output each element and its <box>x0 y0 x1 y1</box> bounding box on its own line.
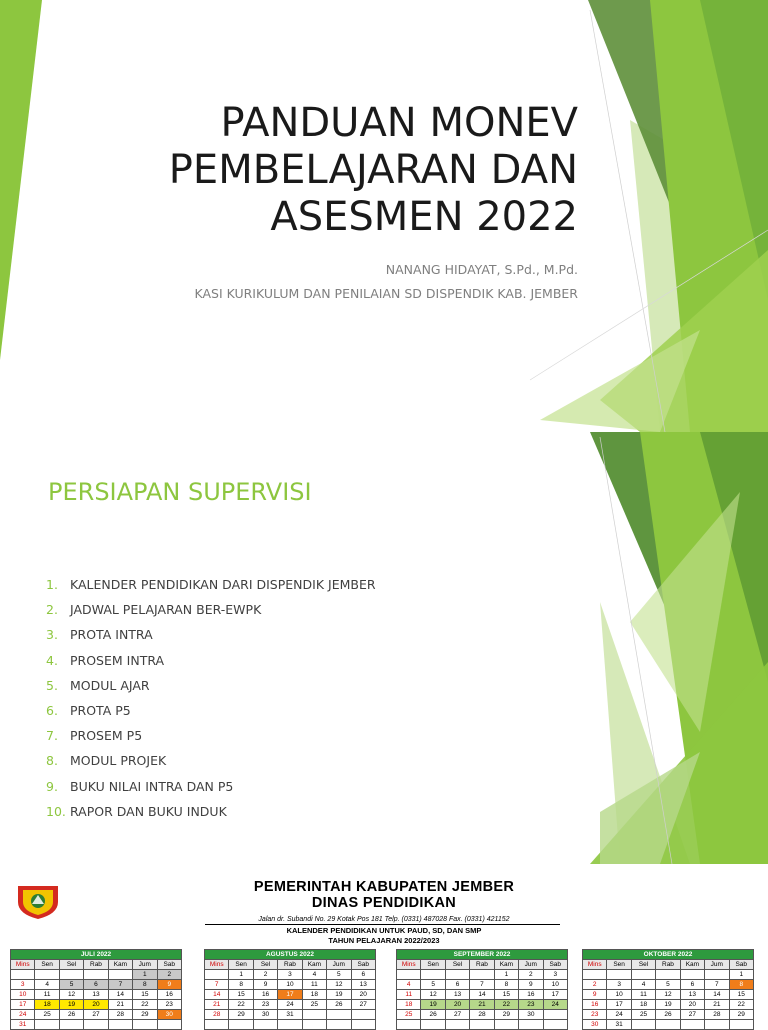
date-cell: 29 <box>494 1010 518 1020</box>
date-cell: 20 <box>680 1000 704 1010</box>
day-header: Sel <box>631 960 655 970</box>
date-cell: 27 <box>84 1010 108 1020</box>
date-cell <box>327 1010 351 1020</box>
date-cell: 1 <box>729 970 753 980</box>
list-item <box>46 648 376 673</box>
date-cell <box>445 970 469 980</box>
date-cell: 27 <box>351 1000 375 1010</box>
month-calendar <box>10 949 182 1030</box>
day-header: Sab <box>157 960 181 970</box>
list-number: 3. <box>46 627 58 643</box>
date-cell: 28 <box>108 1010 132 1020</box>
date-cell: 22 <box>494 1000 518 1010</box>
date-cell: 11 <box>302 980 326 990</box>
date-cell: 10 <box>11 990 35 1000</box>
day-header: Mins <box>583 960 607 970</box>
date-cell: 2 <box>583 980 607 990</box>
date-cell <box>470 1020 494 1030</box>
date-cell: 27 <box>680 1010 704 1020</box>
date-cell: 15 <box>229 990 253 1000</box>
date-cell: 2 <box>519 970 543 980</box>
date-cell <box>543 1020 567 1030</box>
date-cell: 24 <box>543 1000 567 1010</box>
list-number: 1. <box>46 577 58 593</box>
date-cell: 16 <box>157 990 181 1000</box>
date-cell: 20 <box>445 1000 469 1010</box>
date-cell: 23 <box>157 1000 181 1010</box>
date-cell: 3 <box>278 970 302 980</box>
header-divider <box>205 924 560 925</box>
date-cell: 10 <box>543 980 567 990</box>
date-cell: 25 <box>631 1010 655 1020</box>
day-header: Jum <box>327 960 351 970</box>
date-cell: 23 <box>253 1000 277 1010</box>
date-cell <box>680 970 704 980</box>
list-number: 4. <box>46 652 58 668</box>
day-header: Kam <box>302 960 326 970</box>
date-cell <box>421 970 445 980</box>
date-cell: 7 <box>108 980 132 990</box>
day-header: Mins <box>397 960 421 970</box>
date-cell <box>583 970 607 980</box>
month-calendar <box>396 949 568 1030</box>
date-cell: 9 <box>519 980 543 990</box>
list-number: 10. <box>46 803 66 819</box>
date-cell: 17 <box>607 1000 631 1010</box>
title-line-3: ASESMEN 2022 <box>270 194 578 240</box>
date-cell: 8 <box>729 980 753 990</box>
month-title: JULI 2022 <box>11 950 182 960</box>
date-cell <box>35 970 59 980</box>
list-number: 5. <box>46 677 58 693</box>
date-cell: 28 <box>205 1010 229 1020</box>
date-cell: 31 <box>11 1020 35 1030</box>
day-header: Sen <box>607 960 631 970</box>
date-cell <box>253 1020 277 1030</box>
date-cell: 29 <box>229 1010 253 1020</box>
date-cell <box>351 1020 375 1030</box>
date-cell <box>351 1010 375 1020</box>
date-cell <box>59 970 83 980</box>
date-cell: 11 <box>35 990 59 1000</box>
date-cell <box>656 970 680 980</box>
day-header: Sel <box>253 960 277 970</box>
date-cell: 18 <box>302 990 326 1000</box>
date-cell: 23 <box>583 1010 607 1020</box>
date-cell <box>397 970 421 980</box>
date-cell: 6 <box>680 980 704 990</box>
date-cell: 8 <box>229 980 253 990</box>
list-item <box>46 622 376 647</box>
list-item <box>46 597 376 622</box>
date-cell <box>494 1020 518 1030</box>
date-cell: 19 <box>327 990 351 1000</box>
department-heading: DINAS PENDIDIKAN <box>311 895 457 911</box>
date-cell: 17 <box>278 990 302 1000</box>
date-cell <box>705 1020 729 1030</box>
date-cell: 26 <box>59 1010 83 1020</box>
date-cell <box>445 1020 469 1030</box>
date-cell <box>607 970 631 980</box>
date-cell: 12 <box>59 990 83 1000</box>
date-cell: 30 <box>583 1020 607 1030</box>
date-cell <box>108 970 132 980</box>
date-cell <box>397 1020 421 1030</box>
date-cell: 31 <box>607 1020 631 1030</box>
date-cell: 11 <box>397 990 421 1000</box>
date-cell <box>680 1020 704 1030</box>
day-header: Sel <box>445 960 469 970</box>
list-text: RAPOR DAN BUKU INDUK <box>70 803 227 819</box>
date-cell: 14 <box>205 990 229 1000</box>
date-cell: 7 <box>705 980 729 990</box>
date-cell <box>705 970 729 980</box>
date-cell: 19 <box>656 1000 680 1010</box>
date-cell <box>631 970 655 980</box>
month-title: OKTOBER 2022 <box>583 950 754 960</box>
list-item <box>46 774 376 799</box>
date-cell <box>59 1020 83 1030</box>
date-cell <box>631 1020 655 1030</box>
date-cell: 1 <box>133 970 157 980</box>
date-cell: 12 <box>421 990 445 1000</box>
date-cell: 21 <box>205 1000 229 1010</box>
date-cell: 22 <box>729 1000 753 1010</box>
date-cell <box>108 1020 132 1030</box>
date-cell: 1 <box>494 970 518 980</box>
month-calendar <box>582 949 754 1030</box>
date-cell: 11 <box>631 990 655 1000</box>
list-item <box>46 572 376 597</box>
list-item <box>46 748 376 773</box>
date-cell: 4 <box>302 970 326 980</box>
date-cell: 17 <box>11 1000 35 1010</box>
date-cell: 30 <box>519 1010 543 1020</box>
date-cell: 18 <box>397 1000 421 1010</box>
day-header: Sen <box>421 960 445 970</box>
date-cell: 20 <box>84 1000 108 1010</box>
day-header: Sab <box>351 960 375 970</box>
date-cell <box>302 1010 326 1020</box>
date-cell <box>205 970 229 980</box>
date-cell: 8 <box>494 980 518 990</box>
date-cell: 26 <box>421 1010 445 1020</box>
day-header: Rab <box>84 960 108 970</box>
date-cell: 19 <box>59 1000 83 1010</box>
day-header: Jum <box>133 960 157 970</box>
day-header: Mins <box>11 960 35 970</box>
content-slide <box>0 432 768 864</box>
date-cell: 1 <box>229 970 253 980</box>
list-text: PROTA P5 <box>70 703 131 719</box>
presentation-title <box>98 100 578 241</box>
date-cell: 19 <box>421 1000 445 1010</box>
date-cell <box>35 1020 59 1030</box>
date-cell: 4 <box>397 980 421 990</box>
date-cell: 25 <box>35 1010 59 1020</box>
list-text: JADWAL PELAJARAN BER-EWPK <box>70 602 262 618</box>
list-text: PROSEM INTRA <box>70 652 165 668</box>
day-header: Kam <box>494 960 518 970</box>
date-cell: 24 <box>11 1010 35 1020</box>
date-cell: 22 <box>133 1000 157 1010</box>
date-cell: 26 <box>656 1010 680 1020</box>
date-cell <box>327 1020 351 1030</box>
day-header: Sab <box>543 960 567 970</box>
date-cell: 21 <box>108 1000 132 1010</box>
day-header: Kam <box>108 960 132 970</box>
date-cell: 18 <box>631 1000 655 1010</box>
date-cell: 4 <box>631 980 655 990</box>
month-title: AGUSTUS 2022 <box>205 950 376 960</box>
title-line-1: PANDUAN MONEV <box>220 100 578 146</box>
date-cell: 5 <box>327 970 351 980</box>
day-header: Rab <box>656 960 680 970</box>
date-cell: 10 <box>278 980 302 990</box>
author-name: NANANG HIDAYAT, S.Pd., M.Pd. <box>385 262 578 277</box>
date-cell: 5 <box>656 980 680 990</box>
date-cell: 7 <box>205 980 229 990</box>
date-cell <box>84 1020 108 1030</box>
date-cell: 22 <box>229 1000 253 1010</box>
date-cell: 14 <box>470 990 494 1000</box>
date-cell: 25 <box>397 1010 421 1020</box>
day-header: Sab <box>729 960 753 970</box>
date-cell: 9 <box>583 990 607 1000</box>
date-cell: 21 <box>705 1000 729 1010</box>
date-cell: 5 <box>59 980 83 990</box>
day-header: Rab <box>278 960 302 970</box>
date-cell: 30 <box>253 1010 277 1020</box>
date-cell: 6 <box>351 970 375 980</box>
date-cell: 13 <box>680 990 704 1000</box>
date-cell: 3 <box>543 970 567 980</box>
date-cell: 21 <box>470 1000 494 1010</box>
date-cell: 24 <box>607 1010 631 1020</box>
author-position: KASI KURIKULUM DAN PENILAIAN SD DISPENDIK KAB. JEMBER <box>194 286 578 301</box>
list-text: PROTA INTRA <box>70 627 153 643</box>
date-cell: 13 <box>445 990 469 1000</box>
date-cell <box>11 970 35 980</box>
date-cell: 4 <box>35 980 59 990</box>
date-cell: 5 <box>421 980 445 990</box>
slide-title: PERSIAPAN SUPERVISI <box>48 478 312 506</box>
list-number: 7. <box>46 728 58 744</box>
date-cell: 10 <box>607 990 631 1000</box>
date-cell: 13 <box>84 990 108 1000</box>
date-cell: 26 <box>327 1000 351 1010</box>
list-item <box>46 698 376 723</box>
month-title: SEPTEMBER 2022 <box>397 950 568 960</box>
date-cell: 31 <box>278 1010 302 1020</box>
date-cell: 15 <box>133 990 157 1000</box>
date-cell <box>157 1020 181 1030</box>
list-text: MODUL AJAR <box>70 677 150 693</box>
day-header: Sen <box>229 960 253 970</box>
date-cell <box>205 1020 229 1030</box>
date-cell: 15 <box>494 990 518 1000</box>
date-cell: 17 <box>543 990 567 1000</box>
date-cell <box>470 970 494 980</box>
date-cell: 12 <box>327 980 351 990</box>
list-text: MODUL PROJEK <box>70 753 167 769</box>
date-cell <box>543 1010 567 1020</box>
calendar-slide <box>0 864 768 1028</box>
date-cell: 2 <box>253 970 277 980</box>
date-cell: 29 <box>729 1010 753 1020</box>
day-header: Sel <box>59 960 83 970</box>
date-cell <box>729 1020 753 1030</box>
date-cell <box>133 1020 157 1030</box>
list-number: 2. <box>46 602 58 618</box>
day-header: Sen <box>35 960 59 970</box>
date-cell: 16 <box>583 1000 607 1010</box>
list-text: KALENDER PENDIDIKAN DARI DISPENDIK JEMBER <box>70 577 376 593</box>
date-cell <box>302 1020 326 1030</box>
date-cell: 28 <box>470 1010 494 1020</box>
date-cell: 9 <box>157 980 181 990</box>
date-cell <box>84 970 108 980</box>
list-text: PROSEM P5 <box>70 728 143 744</box>
date-cell: 12 <box>656 990 680 1000</box>
list-item <box>46 673 376 698</box>
date-cell <box>656 1020 680 1030</box>
date-cell: 29 <box>133 1010 157 1020</box>
date-cell: 30 <box>157 1010 181 1020</box>
date-cell: 23 <box>519 1000 543 1010</box>
date-cell <box>421 1020 445 1030</box>
day-header: Rab <box>470 960 494 970</box>
date-cell: 6 <box>84 980 108 990</box>
date-cell: 13 <box>351 980 375 990</box>
day-header: Kam <box>680 960 704 970</box>
day-header: Jum <box>705 960 729 970</box>
academic-year: TAHUN PELAJARAN 2022/2023 <box>328 936 440 945</box>
list-item <box>46 799 376 824</box>
list-number: 9. <box>46 778 58 794</box>
government-heading: PEMERINTAH KABUPATEN JEMBER <box>253 879 515 895</box>
date-cell: 24 <box>278 1000 302 1010</box>
date-cell: 15 <box>729 990 753 1000</box>
date-cell: 16 <box>519 990 543 1000</box>
date-cell: 3 <box>11 980 35 990</box>
date-cell: 2 <box>157 970 181 980</box>
date-cell: 7 <box>470 980 494 990</box>
date-cell: 18 <box>35 1000 59 1010</box>
date-cell: 6 <box>445 980 469 990</box>
title-slide <box>0 0 768 432</box>
list-number: 8. <box>46 753 58 769</box>
date-cell: 14 <box>705 990 729 1000</box>
day-header: Jum <box>519 960 543 970</box>
checklist <box>46 572 376 824</box>
date-cell: 28 <box>705 1010 729 1020</box>
date-cell <box>229 1020 253 1030</box>
date-cell: 14 <box>108 990 132 1000</box>
date-cell: 3 <box>607 980 631 990</box>
date-cell <box>519 1020 543 1030</box>
date-cell: 8 <box>133 980 157 990</box>
date-cell: 9 <box>253 980 277 990</box>
office-address: Jalan dr. Subandi No. 29 Kotak Pos 181 Telp. (0331) 487028 Fax. (0331) 421152 <box>258 916 510 923</box>
list-text: BUKU NILAI INTRA DAN P5 <box>70 778 234 794</box>
day-header: Mins <box>205 960 229 970</box>
title-line-2: PEMBELAJARAN DAN <box>168 147 578 193</box>
list-number: 6. <box>46 703 58 719</box>
date-cell: 20 <box>351 990 375 1000</box>
date-cell: 25 <box>302 1000 326 1010</box>
calendar-title: KALENDER PENDIDIKAN UNTUK PAUD, SD, DAN SMP <box>286 926 482 935</box>
date-cell: 16 <box>253 990 277 1000</box>
date-cell <box>278 1020 302 1030</box>
month-calendar <box>204 949 376 1030</box>
date-cell: 27 <box>445 1010 469 1020</box>
list-item <box>46 723 376 748</box>
